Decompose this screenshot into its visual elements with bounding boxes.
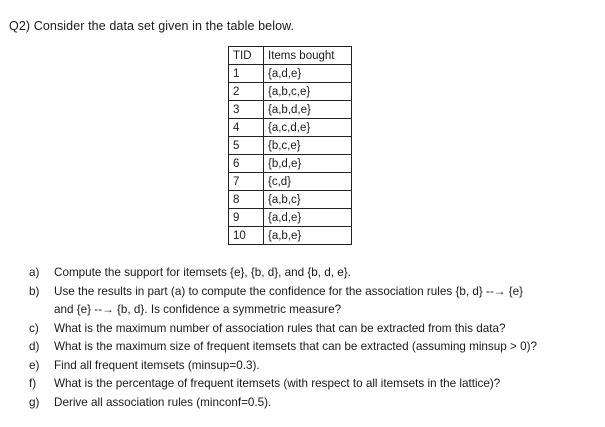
question-label: e): [29, 358, 40, 372]
question-text: Use the results in part (a) to compute the confidence for the association rules {b, d} --→ {e}: [54, 284, 524, 298]
items-cell: {c,d}: [264, 173, 352, 191]
items-cell: {b,d,e}: [264, 155, 352, 173]
tid-cell: 10: [229, 227, 264, 245]
header-tid: TID: [229, 47, 264, 65]
question-item-e: [29, 357, 599, 376]
items-cell: {a,c,d,e}: [264, 119, 352, 137]
transactions-table: [228, 46, 352, 245]
table-row: [229, 119, 352, 137]
table-row: [229, 191, 352, 209]
question-label: f): [29, 377, 37, 390]
table-row: [229, 227, 352, 245]
question-item-c: [29, 320, 599, 339]
tid-cell: 1: [229, 65, 264, 83]
question-item-f: [29, 375, 599, 394]
tid-cell: 9: [229, 209, 264, 227]
table-row: [229, 209, 352, 227]
question-text: Find all frequent itemsets (minsup=0.3).: [54, 358, 260, 372]
question-item-a: [29, 264, 599, 283]
question-label: d): [29, 340, 40, 353]
question-item-g: [29, 394, 599, 413]
question-list: [29, 264, 599, 412]
table-row: [229, 101, 352, 119]
question-text: Derive all association rules (minconf=0.5).: [54, 395, 272, 409]
tid-cell: 8: [229, 191, 264, 209]
tid-cell: 4: [229, 119, 264, 137]
table-header-row: [229, 47, 352, 65]
table-row: [229, 173, 352, 191]
tid-cell: 2: [229, 83, 264, 101]
items-cell: {a,b,c}: [264, 191, 352, 209]
items-cell: {a,b,c,e}: [264, 83, 352, 101]
question-text: What is the maximum size of frequent itemsets that can be extracted (assuming minsup > 0)?: [54, 340, 537, 353]
question-text: Compute the support for itemsets {e}, {b, d}, and {b, d, e}.: [54, 266, 351, 279]
table-row: [229, 137, 352, 155]
header-items-bought: Items bought: [264, 47, 352, 65]
question-text: What is the maximum number of association rules that can be extracted from this data?: [54, 321, 506, 335]
tid-cell: 3: [229, 101, 264, 119]
question-item-d: [29, 338, 599, 357]
question-text: What is the percentage of frequent itemsets (with respect to all itemsets in the lattice)?: [54, 377, 501, 390]
question-label: g): [29, 395, 40, 409]
table-row: [229, 65, 352, 83]
question-title: Q2) Consider the data set given in the table below.: [9, 19, 295, 33]
tid-cell: 6: [229, 155, 264, 173]
question-label: a): [29, 266, 40, 279]
items-cell: {b,c,e}: [264, 137, 352, 155]
question-continuation: and {e} --→ {b, d}. Is confidence a symmetric measure?: [54, 303, 342, 316]
tid-cell: 7: [229, 173, 264, 191]
table-row: [229, 155, 352, 173]
question-label: b): [29, 284, 40, 298]
items-cell: {a,b,d,e}: [264, 101, 352, 119]
question-item-b: [29, 283, 599, 320]
table-row: [229, 83, 352, 101]
items-cell: {a,d,e}: [264, 65, 352, 83]
tid-cell: 5: [229, 137, 264, 155]
items-cell: {a,d,e}: [264, 209, 352, 227]
question-label: c): [29, 321, 39, 335]
items-cell: {a,b,e}: [264, 227, 352, 245]
